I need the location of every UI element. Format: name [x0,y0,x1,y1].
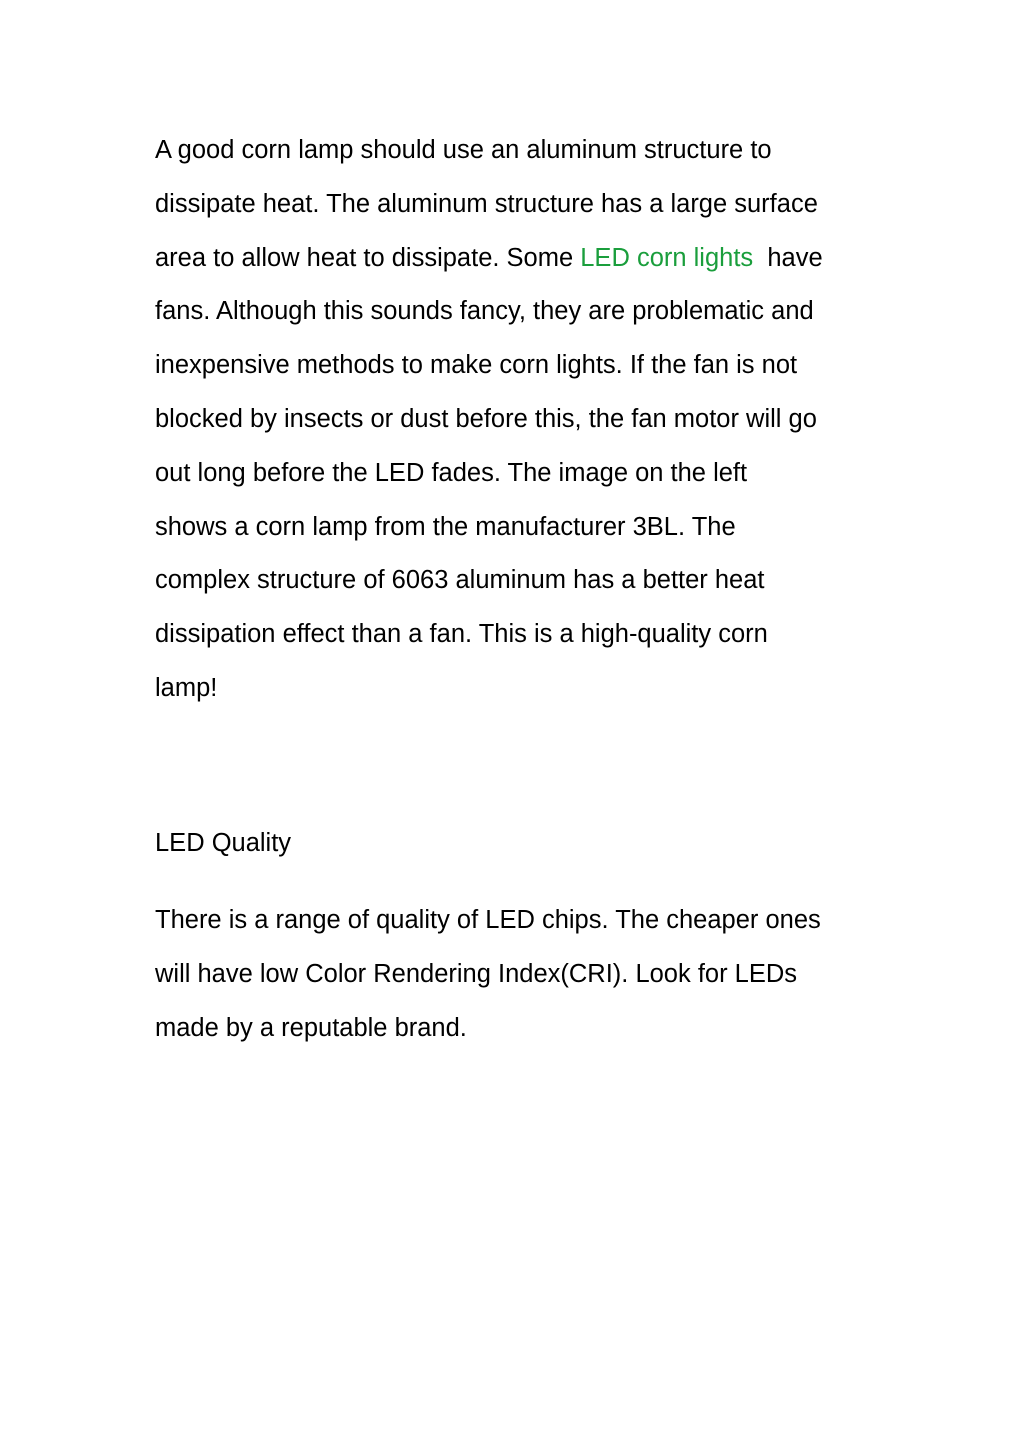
paragraph-line: out long before the LED fades. The image on the left [155,458,748,487]
paragraph-line: dissipation effect than a fan. This is a high-quality corn [155,620,768,649]
section-heading-led-quality: LED Quality [155,829,292,857]
paragraph-line: shows a corn lamp from the manufacturer 3BL. The [155,512,736,541]
paragraph-line: blocked by insects or dust before this, the fan motor will go [155,404,817,433]
paragraph-line: inexpensive methods to make corn lights. If the fan is not [155,351,798,380]
paragraph-line: made by a reputable brand. [155,1013,467,1042]
paragraph-line: There is a range of quality of LED chips. The cheaper ones [155,906,821,934]
line-text-before-link: area to allow heat to dissipate. Some [155,243,581,272]
paragraph-led-quality [155,894,885,1055]
paragraph-line: lamp! [155,673,218,702]
paragraph-line: will have low Color Rendering Index(CRI). Look for LEDs [155,959,798,988]
paragraph-line-with-link [155,232,885,286]
line-text-after-link: have [753,243,823,272]
paragraph-line: dissipate heat. The aluminum structure has a large surface [155,189,818,218]
paragraph-line: complex structure of 6063 aluminum has a better heat [155,566,765,595]
paragraph-line: fans. Although this sounds fancy, they are problematic and [155,297,814,326]
paragraph-heat-dissipation [155,124,885,716]
led-corn-lights-link[interactable]: LED corn lights [580,243,754,272]
paragraph-line: A good corn lamp should use an aluminum structure to [155,136,772,164]
